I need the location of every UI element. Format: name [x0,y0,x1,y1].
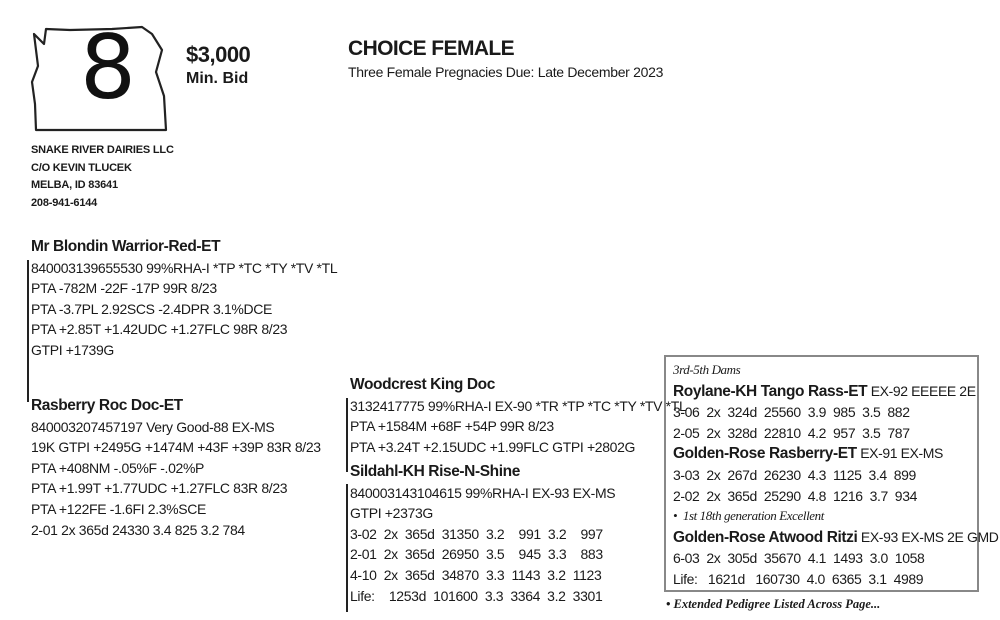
sire-name: Mr Blondin Warrior-Red-ET [31,238,221,255]
extended-pedigree-note: • Extended Pedigree Listed Across Page... [666,597,881,611]
granddam-line: GTPI +2373G [350,505,433,522]
dam-line: PTA +1.99T +1.77UDC +1.27FLC 83R 8/23 [31,480,288,497]
pedigree-bracket-granddam [346,484,348,612]
sire-line: PTA +2.85T +1.42UDC +1.27FLC 98R 8/23 [31,321,288,338]
maternal-grandsire-block [350,375,686,457]
sire-block [31,237,337,361]
fifth-dam-name: Golden-Rose Atwood Ritzi [673,528,858,546]
sire-line: PTA -782M -22F -17P 99R 8/23 [31,280,217,297]
dam-line: 2-01 2x 365d 24330 3.4 825 3.2 784 [31,521,245,538]
maternal-grandsire-line: PTA +1584M +68F +54P 99R 8/23 [350,418,554,435]
maternal-grandsire-line: 3132417775 99%RHA-I EX-90 *TR *TP *TC *TY *TV *TL [350,397,687,414]
lot-title: CHOICE FEMALE [348,37,515,60]
pedigree-bracket-mgs [346,398,348,472]
dam-line: PTA +122FE -1.6FI 2.3%SCE [31,500,207,517]
dams-box-header: 3rd-5th Dams [673,362,741,377]
dam-block [31,396,321,540]
fourth-dam-record: 2-02 2x 365d 25290 4.8 1216 3.7 934 [673,487,917,504]
fifth-dam-classification: EX-93 EX-MS 2E GMD [857,528,999,545]
consignor-phone: 208-941-6144 [31,196,98,209]
fourth-dam-classification: EX-91 EX-MS [856,445,943,462]
sire-line: GTPI +1739G [31,341,114,358]
fourth-dam-record: 3-03 2x 267d 26230 4.3 1125 3.4 899 [673,466,916,483]
third-dam-name: Roylane-KH Tango Rass-ET [673,382,868,400]
fifth-dam-record: Life: 1621d 160730 4.0 6365 3.1 4989 [673,570,924,587]
granddam-record: 4-10 2x 365d 34870 3.3 1143 3.2 1123 [350,566,602,583]
maternal-grandsire-line: PTA +3.24T +2.15UDC +1.99FLC GTPI +2802G [350,438,636,455]
third-dam-classification: EX-92 EEEEE 2E [867,382,976,399]
dam-line: PTA +408NM -.05%F -.02%P [31,459,205,476]
lot-number: 8 [80,16,136,119]
consignor-contact: C/O KEVIN TLUCEK [31,161,132,174]
granddam-line: 840003143104615 99%RHA-I EX-93 EX-MS [350,484,616,501]
consignor-info [31,142,174,212]
sire-line: 840003139655530 99%RHA-I *TP *TC *TY *TV *TL [31,259,338,276]
third-dam-record: 3-06 2x 324d 25560 3.9 985 3.5 882 [673,404,910,421]
lot-subtitle: Three Female Pregnacies Due: Late December 2023 [348,64,664,80]
granddam-name: Sildahl-KH Rise-N-Shine [350,463,520,480]
consignor-name: SNAKE RIVER DAIRIES LLC [31,144,174,156]
dam-name: Rasberry Roc Doc-ET [31,397,183,414]
granddam-record: Life: 1253d 101600 3.3 3364 3.2 3301 [350,587,603,604]
third-dam-record: 2-05 2x 328d 22810 4.2 957 3.5 787 [673,424,910,441]
fourth-dam-note: • 1st 18th generation Excellent [673,508,824,524]
dam-line: 840003207457197 Very Good-88 EX-MS [31,418,275,435]
consignor-city: MELBA, ID 83641 [31,179,118,191]
maternal-grandsire-name: Woodcrest King Doc [350,376,495,393]
sire-line: PTA -3.7PL 2.92SCS -2.4DPR 3.1%DCE [31,300,272,317]
granddam-record: 2-01 2x 365d 26950 3.5 945 3.3 883 [350,546,603,563]
granddam-record: 3-02 2x 365d 31350 3.2 991 3.2 997 [350,525,603,542]
fifth-dam-record: 6-03 2x 305d 35670 4.1 1493 3.0 1058 [673,550,925,567]
min-bid-price: $3,000 [186,42,251,67]
granddam-block [350,462,615,606]
pedigree-bracket-sire [27,260,29,402]
dam-line: 19K GTPI +2495G +1474M +43F +39P 83R 8/23 [31,439,321,456]
extended-dams-content [673,360,998,590]
fourth-dam-name: Golden-Rose Rasberry-ET [673,445,857,463]
min-bid-label: Min. Bid [186,70,249,87]
